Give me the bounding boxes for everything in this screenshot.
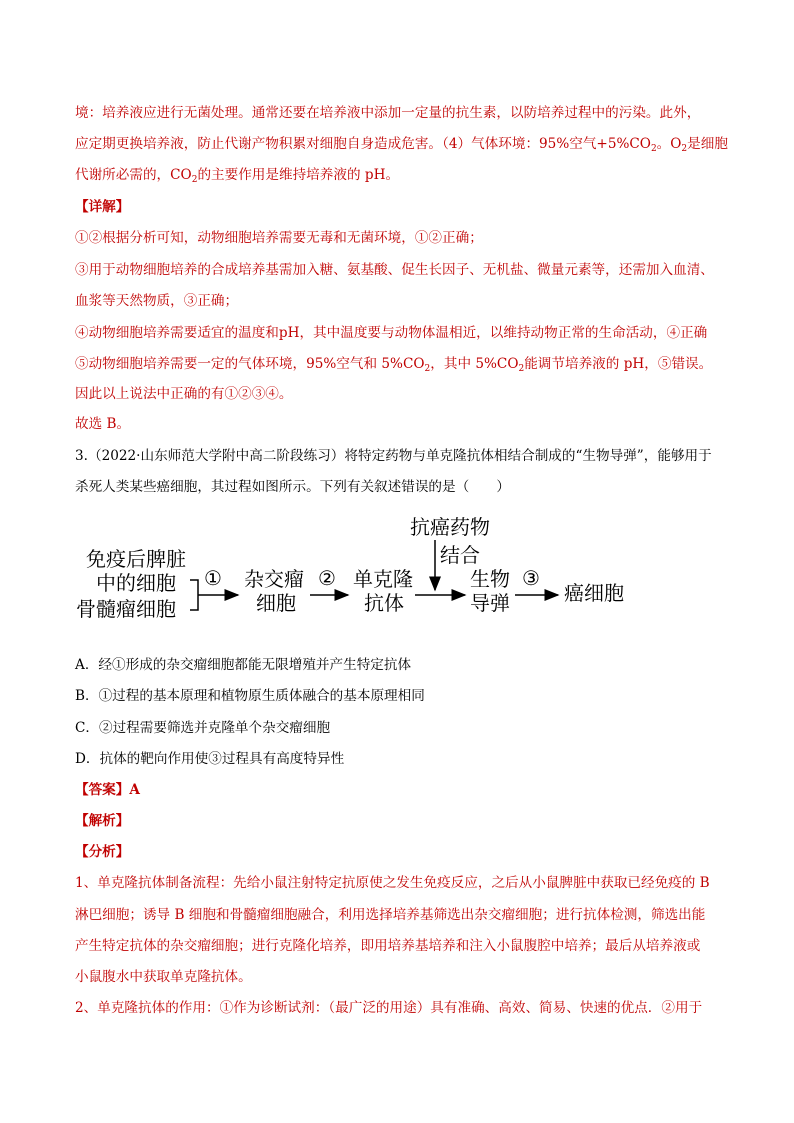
analysis-line-3: 产生特定抗体的杂交瘤细胞；进行克隆化培养，即用培养基培养和注入小鼠腹腔中培养；最后从培养液或 — [75, 938, 701, 954]
label-anticancer-drug: 抗癌药物 — [410, 515, 490, 539]
label-monoclonal-1: 单克隆 — [353, 567, 413, 591]
detail-line-5: ⑤动物细胞培养需要一定的气体环境，95%空气和 $5\%CO_2$，其中 $5\%CO_2$能调节培养液的 pH，⑤错误。 — [75, 356, 713, 374]
intro-line-2: 应定期更换培养液，防止代谢产物积累对细胞自身造成危害。（4）气体环境：95%空气$+5\%CO_2$。$O_2$是细胞 — [75, 136, 728, 154]
intro-line-3: 代谢所必需的，$CO_2$的主要作用是维持培养液的 pH。 — [75, 167, 400, 185]
option-a[interactable]: A．经①形成的杂交瘤细胞都能无限增殖并产生特定抗体 — [75, 657, 412, 673]
detail-line-3: 血浆等天然物质，③正确； — [75, 293, 239, 309]
detail-line-7: 故选 B。 — [75, 416, 131, 432]
detail-heading: 【详解】 — [75, 199, 130, 215]
analysis-line-5: 2、单克隆抗体的作用：①作为诊断试剂：（最广泛的用途）具有准确、高效、简易、快速的优点．②用于 — [75, 1000, 703, 1016]
label-missile-1: 生物 — [470, 567, 510, 591]
label-missile-2: 导弹 — [470, 591, 510, 615]
label-myeloma-cells: 骨髓瘤细胞 — [76, 597, 176, 621]
answer-label: 【答案】A — [75, 782, 140, 798]
option-c[interactable]: C．②过程需要筛选并克隆单个杂交瘤细胞 — [75, 720, 331, 736]
detail-line-1: ①②根据分析可知，动物细胞培养需要无毒和无菌环境，①②正确； — [75, 230, 483, 246]
analysis-line-1: 1、单克隆抗体制备流程：先给小鼠注射特定抗原使之发生免疫反应，之后从小鼠脾脏中获取已经免疫的 B — [75, 875, 710, 891]
bracket — [190, 580, 198, 610]
analysis-line-4: 小鼠腹水中获取单克隆抗体。 — [75, 969, 252, 985]
label-cancer-cell: 癌细胞 — [564, 581, 624, 605]
process-diagram — [70, 510, 650, 630]
label-hybridoma-1: 杂交瘤 — [244, 567, 304, 591]
step-2-label: ② — [318, 566, 336, 590]
label-monoclonal-2: 抗体 — [364, 591, 404, 615]
option-b[interactable]: B．①过程的基本原理和植物原生质体融合的基本原理相同 — [75, 688, 425, 704]
step-3-label: ③ — [522, 566, 540, 590]
fenxi-heading: 【分析】 — [75, 844, 130, 860]
detail-line-6: 因此以上说法中正确的有①②③④。 — [75, 386, 293, 402]
detail-line-4: ④动物细胞培养需要适宜的温度和pH，其中温度要与动物体温相近，以维持动物正常的生命活动，④正确 — [75, 325, 708, 341]
intro-line-1: 境：培养液应进行无菌处理。通常还要在培养液中添加一定量的抗生素，以防培养过程中的污染。此外， — [75, 105, 701, 121]
analysis-heading: 【解析】 — [75, 813, 130, 829]
question-line-2: 杀死人类某些癌细胞，其过程如图所示。下列有关叙述错误的是（ ） — [75, 479, 510, 495]
label-combine: 结合 — [440, 543, 480, 567]
label-spleen-cells-2: 中的细胞 — [96, 571, 176, 595]
option-d[interactable]: D．抗体的靶向作用使③过程具有高度特异性 — [75, 751, 345, 767]
detail-line-2: ③用于动物细胞培养的合成培养基需加入糖、氨基酸、促生长因子、无机盐、微量元素等，还需加入血清、 — [75, 262, 714, 278]
label-spleen-cells-1: 免疫后脾脏 — [86, 547, 186, 571]
analysis-line-2: 淋巴细胞；诱导 B 细胞和骨髓瘤细胞融合，利用选择培养基筛选出杂交瘤细胞；进行抗体检测，筛选出能 — [75, 907, 706, 923]
label-hybridoma-2: 细胞 — [256, 591, 296, 615]
step-1-label: ① — [204, 566, 222, 590]
question-line-1: 3.（2022·山东师范大学附中高二阶段练习）将特定药物与单克隆抗体相结合制成的“生物导弹”，能够用于 — [75, 448, 712, 464]
